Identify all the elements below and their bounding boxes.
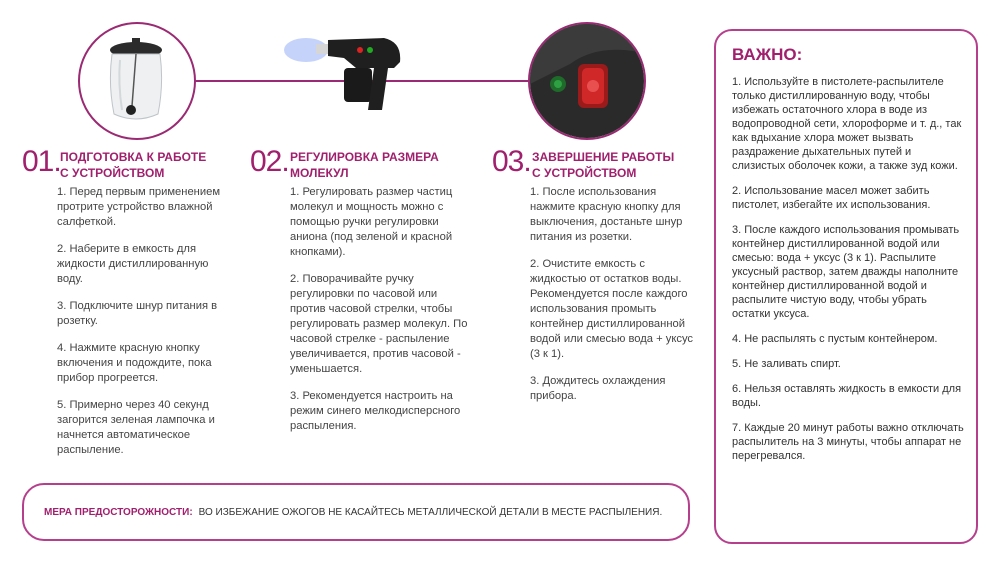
precaution-text: ВО ИЗБЕЖАНИЕ ОЖОГОВ НЕ КАСАЙТЕСЬ МЕТАЛЛИЧЕСКОЙ ДЕТАЛИ В МЕСТЕ РАСПЫЛЕНИЯ.: [198, 506, 663, 518]
important-item: 6. Нельзя оставлять жидкость в емкости для воды.: [732, 383, 962, 409]
important-item: 3. После каждого использования промывать контейнер дистиллированной водой или смесью: вода + уксус (3 к 1). Распылите уксусный раствор, затем дважды наполните контейнер дистиллированной водой и распылите чистую воду, чтобы убрать остатки уксуса.: [732, 224, 960, 320]
step-1-number: 01.: [22, 145, 61, 178]
important-box: [714, 29, 978, 544]
step-2-title-line: РЕГУЛИРОВКА РАЗМЕРА: [290, 150, 439, 164]
precaution-box: [22, 483, 690, 541]
step-1-title-line: ПОДГОТОВКА К РАБОТЕ: [60, 150, 207, 164]
step-3-title: [532, 149, 674, 181]
important-item: 7. Каждые 20 минут работы важно отключать распылитель на 3 минуты, чтобы аппарат не перегревался.: [732, 422, 964, 462]
important-list: [732, 75, 964, 463]
step-2-item: 1. Регулировать размер частиц молекул и мощность можно с помощью ручки регулировки аниона (под зеленой и красной кнопками).: [290, 186, 453, 258]
important-item: 2. Использование масел может забить пистолет, избегайте их использования.: [732, 185, 931, 211]
step-2-title: [290, 149, 439, 181]
important-item: 5. Не заливать спирт.: [732, 358, 841, 370]
step-3-title-line: С УСТРОЙСТВОМ: [532, 166, 637, 180]
step-3-item: 1. После использования нажмите красную кнопку для выключения, достаньте шнур питания из розетки.: [530, 186, 683, 243]
step-2-item: 2. Поворачивайте ручку регулировки по часовой или против часовой стрелки, чтобы регулировать размер молекул. По часовой стрелке - распыление увеличивается, против часовой - уменьшается.: [290, 273, 468, 375]
step-1-title: [60, 149, 206, 181]
step-1-instructions: [57, 185, 237, 470]
step-1-item: 4. Нажмите красную кнопку включения и подождите, пока прибор прогреется.: [57, 342, 212, 384]
step-1-title-line: С УСТРОЙСТВОМ: [60, 166, 165, 180]
step-1-item: 3. Подключите шнур питания в розетку.: [57, 300, 218, 327]
step-1-item: 2. Наберите в емкость для жидкости дистиллированную воду.: [57, 243, 209, 285]
step-1-item: 5. Примерно через 40 секунд загорится зеленая лампочка и начнется автоматическое распыление.: [57, 399, 215, 456]
step-3-item: 3. Дождитесь охлаждения прибора.: [530, 375, 666, 402]
step-1-item: 1. Перед первым применением протрите устройство влажной салфеткой.: [57, 186, 221, 228]
step-2-number: 02.: [250, 145, 289, 178]
container-image: [78, 22, 196, 140]
important-title: ВАЖНО:: [732, 45, 803, 64]
important-item: 4. Не распылять с пустым контейнером.: [732, 333, 938, 345]
spray-gun-image: [284, 28, 414, 128]
step-3-instructions: [530, 185, 702, 416]
precaution-label: МЕРА ПРЕДОСТОРОЖНОСТИ:: [44, 506, 193, 518]
step-3-title-line: ЗАВЕРШЕНИЕ РАБОТЫ: [532, 150, 675, 164]
step-3-number: 03.: [492, 145, 531, 178]
step-2-title-line: МОЛЕКУЛ: [290, 166, 349, 180]
power-button-image: [528, 22, 646, 140]
step-2-instructions: [290, 185, 475, 446]
step-3-item: 2. Очистите емкость с жидкостью от остатков воды. Рекомендуется после каждого использования промыть контейнер дистиллированной водой или смесью вода + уксус (3 к 1).: [530, 258, 694, 360]
important-item: 1. Используйте в пистолете-распылителе только дистиллированную воду, чтобы избежать остаточного хлора в воде из водопроводной сети, хлороформе и т. д., так как вдыхание хлора может вызвать раздражение дыхательных путей и слизистых оболочек кожи, а также зуд кожи.: [732, 76, 962, 172]
step-2-item: 3. Рекомендуется настроить на режим синего мелкодисперсного распыления.: [290, 390, 461, 432]
